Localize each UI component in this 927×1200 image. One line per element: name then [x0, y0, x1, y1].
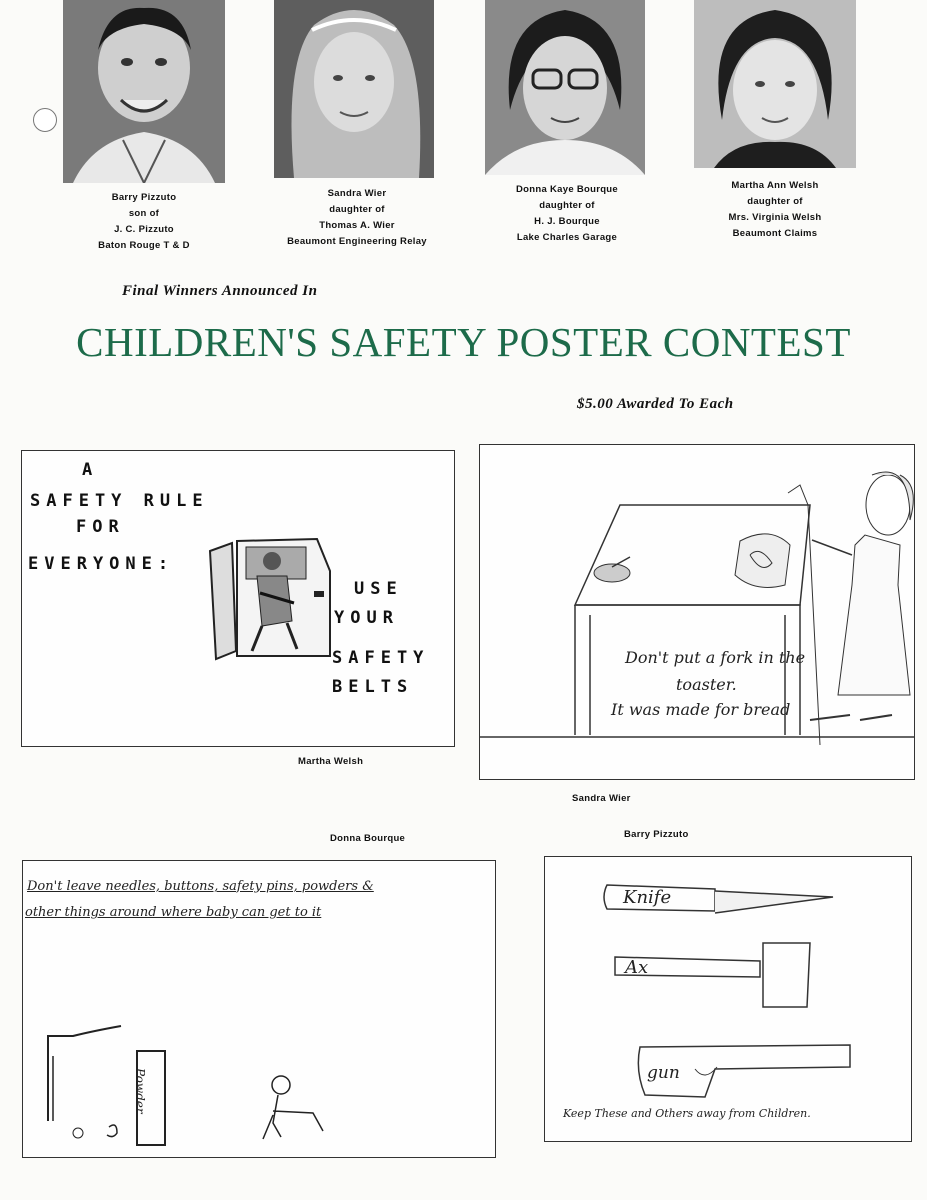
poster-text-line: USE: [354, 579, 403, 599]
page-title: CHILDREN'S SAFETY POSTER CONTEST: [76, 319, 851, 365]
winner-parent: Thomas A. Wier: [319, 220, 395, 231]
credit-donna-bourque: Donna Bourque: [330, 833, 406, 844]
subheading: Final Winners Announced In: [122, 283, 318, 299]
gun-label: gun: [647, 1063, 680, 1083]
credit-sandra-wier: Sandra Wier: [572, 793, 631, 804]
poster-text-line: BELTS: [332, 677, 414, 697]
poster-text-line: toaster.: [676, 675, 737, 694]
poster-text-line: It was made for bread: [611, 700, 791, 719]
winner-unit: Beaumont Claims: [732, 228, 818, 239]
winner-relation: daughter of: [329, 204, 385, 215]
winner-unit: Beaumont Engineering Relay: [287, 236, 427, 247]
winner-relation: son of: [128, 208, 160, 219]
winner-parent: Mrs. Virginia Welsh: [728, 212, 822, 223]
winner-relation: daughter of: [539, 200, 595, 211]
poster-text-line: Don't leave needles, buttons, safety pins, powders &: [27, 879, 374, 894]
winner-name: Donna Kaye Bourque: [516, 184, 618, 195]
binder-hole-top: [33, 108, 57, 132]
winner-name: Sandra Wier: [327, 188, 387, 199]
credit-barry-pizzuto: Barry Pizzuto: [624, 829, 689, 840]
portrait-barry-pizzuto: [63, 0, 225, 183]
poster-text-line: EVERYONE:: [28, 554, 175, 574]
poster-sandra-wier: [479, 444, 915, 780]
award-line: $5.00 Awarded To Each: [577, 396, 734, 412]
knife-label: Knife: [623, 887, 672, 908]
poster-caption: Keep These and Others away from Children.: [563, 1107, 811, 1120]
powder-label: Powder: [133, 1068, 147, 1114]
baby-hazards-drawing: [23, 1011, 495, 1157]
poster-donna-bourque: [22, 860, 496, 1158]
dangerous-items-drawing: [545, 857, 911, 1141]
kitchen-drawing: [480, 445, 914, 779]
caption-sandra-wier: [274, 186, 440, 250]
ax-label: Ax: [625, 957, 649, 978]
car-drawing: [202, 531, 332, 666]
portrait-martha-ann-welsh: [694, 0, 856, 168]
caption-martha-ann-welsh: [694, 178, 856, 242]
poster-text-line: YOUR: [334, 608, 399, 628]
poster-text-line: A: [82, 460, 99, 480]
winner-relation: daughter of: [747, 196, 803, 207]
poster-text-line: SAFETY RULE: [30, 491, 209, 511]
caption-donna-kaye-bourque: [487, 182, 647, 246]
winner-name: Martha Ann Welsh: [731, 180, 819, 191]
winner-parent: J. C. Pizzuto: [114, 224, 174, 235]
poster-text-line: Don't put a fork in the: [625, 648, 806, 667]
poster-text-line: FOR: [76, 517, 125, 537]
winner-parent: H. J. Bourque: [534, 216, 600, 227]
poster-text-line: SAFETY: [332, 648, 430, 668]
portrait-donna-kaye-bourque: [485, 0, 645, 175]
poster-text-line: other things around where baby can get to it: [25, 905, 322, 920]
portrait-sandra-wier: [274, 0, 434, 178]
credit-martha-welsh: Martha Welsh: [298, 756, 364, 767]
winner-unit: Baton Rouge T & D: [98, 240, 190, 251]
caption-barry-pizzuto: [64, 190, 224, 254]
winner-unit: Lake Charles Garage: [516, 232, 618, 243]
poster-barry-pizzuto: [544, 856, 912, 1142]
winner-name: Barry Pizzuto: [111, 192, 177, 203]
poster-martha-welsh: [21, 450, 455, 747]
